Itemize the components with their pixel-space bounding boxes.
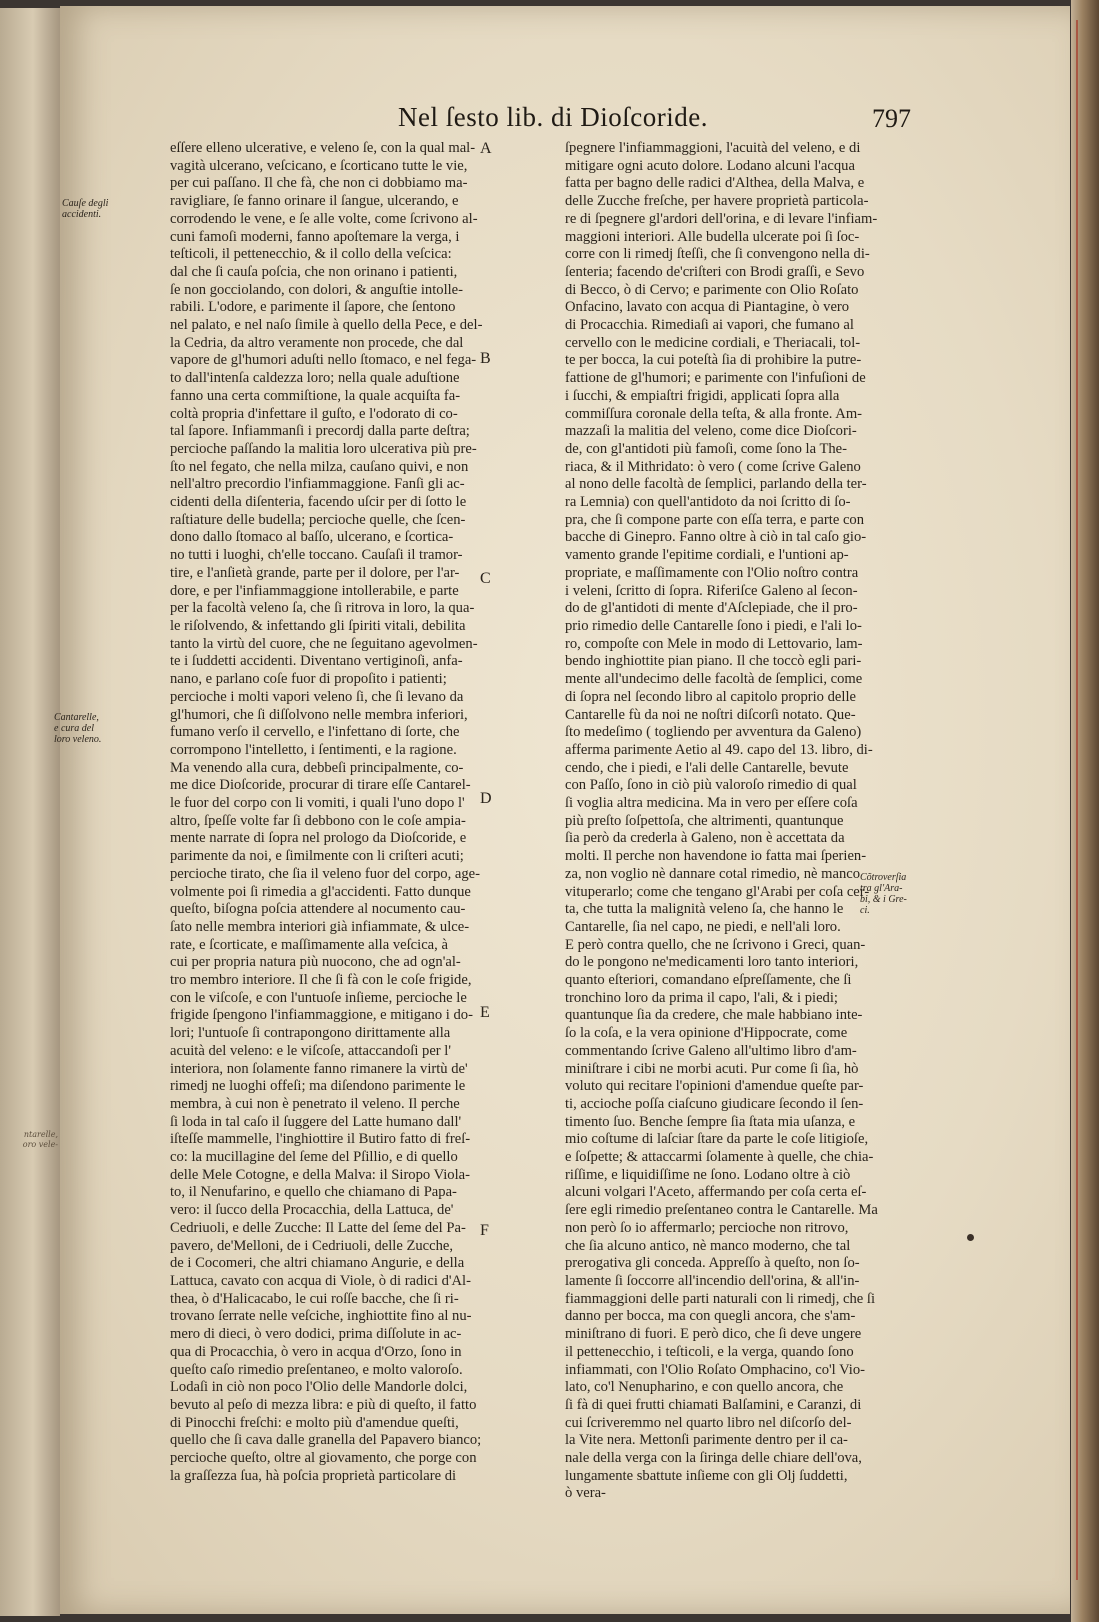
text-line: cui per propria natura più nuocono, che ad ogn'al-: [170, 954, 461, 971]
text-line: co: la mucillagine del ſeme del Pſillio, e di quello: [170, 1149, 458, 1166]
column-letter-a: A: [480, 140, 492, 157]
text-line: la graſſezza ſua, hà poſcia proprietà particolare di: [170, 1467, 457, 1484]
text-line: danno per bocca, ma con quegli ancora, che s'am-: [565, 1308, 856, 1325]
left-text-column: [170, 140, 530, 1485]
text-line: tronchino loro da prima il capo, l'ali, & i piedi;: [565, 989, 838, 1006]
ink-spot: [967, 1234, 974, 1241]
text-line: timento ſuo. Benche ſempre ſia ſtata mia uſanza, e: [565, 1113, 856, 1130]
text-line: fatta per bagno delle radici d'Althea, della Malva, e: [565, 175, 865, 192]
text-line: gl'humori, che ſi diſſolvono nelle membra inferiori,: [170, 706, 468, 723]
text-line: i veleni, ſcritto di ſopra. Riferiſce Galeno al ſecon-: [565, 582, 858, 599]
text-line: lungamente sbattute inſieme con gli Olj ſuddetti,: [565, 1467, 848, 1484]
text-line: tire, e l'anſietà grande, parte per il dolore, per l'ar-: [170, 564, 460, 581]
margin-note-line: oro vele-: [22, 1140, 58, 1149]
text-line: thea, ò d'Halicacabo, le cui roſſe bacche, che ſi ri-: [170, 1290, 459, 1307]
text-line: ſato nelle membra interiori già infiammate, & ulce-: [170, 918, 470, 935]
margin-note-line: Cantarelle,: [54, 712, 99, 723]
text-line: cuni famoſi moderni, fanno apoſtemare la verga, i: [170, 228, 460, 245]
text-line: riaca, & il Mithridato: ò vero ( come ſcrive Galeno: [565, 458, 861, 475]
text-line: fanno una certa commiſtione, la quale acquiſta fa-: [170, 387, 461, 404]
text-line: rimedj ne luoghi offeſi; ma diſendono parimente le: [170, 1078, 466, 1095]
text-line: nel palato, e nel naſo ſimile à quello della Pece, e del-: [170, 317, 483, 334]
text-line: di Pinocchi freſchi: e molto più d'amendue queſti,: [170, 1414, 459, 1431]
margin-note-line: loro veleno.: [54, 734, 102, 745]
text-line: trovano ſerrate nelle veſciche, inghiottite fino al nu-: [170, 1308, 472, 1325]
text-line: ra Lemnia) con quell'antidoto da noi ſcritto di ſo-: [565, 494, 851, 511]
text-line: ſia però da crederla à Galeno, non è accettata da: [565, 830, 845, 847]
text-line: corrodendo le vene, e ſe alle volte, come ſcrivono al-: [170, 210, 478, 227]
text-line: quanto eſteriori, comandano eſpreſſamente, che ſi: [565, 972, 852, 989]
text-line: le riſolvendo, & infettando gli ſpiriti vitali, debilita: [170, 617, 466, 634]
text-line: te i ſuddetti accidenti. Diventano vertiginoſi, anfa-: [170, 653, 463, 670]
text-line: ro, compoſte con Mele in modo di Lettovario, lam-: [565, 635, 863, 652]
text-line: miniſtrano di fuori. E però dico, che ſi deve ungere: [565, 1326, 862, 1343]
text-line: te per bocca, la cui poteſtà ſia di prohibire la putre-: [565, 352, 862, 369]
text-line: to, il Nenufarino, e quello che chiamano di Papa-: [170, 1184, 457, 1201]
text-line: percioche i molti vapori veleno ſi, che ſi levano da: [170, 688, 464, 705]
text-line: corrompono l'intelletto, i ſentimenti, e la ragione.: [170, 741, 457, 758]
text-line: lori; l'untuoſe ſi contrapongono dirittamente alla: [170, 1025, 451, 1042]
text-line: miniſtrare i cibi ne morbi acuti. Pur come ſi ſia, hò: [565, 1060, 859, 1077]
text-line: commiſſura coronale della teſta, & alla fronte. Am-: [565, 405, 863, 422]
text-line: de i Cocomeri, che altri chiamano Angurie, e della: [170, 1255, 465, 1272]
text-line: Onfacino, lavato con acqua di Piantagine, ò vero: [565, 299, 850, 316]
text-line: do de gl'antidoti di mente d'Aſclepiade, che il pro-: [565, 600, 858, 617]
text-line: tal ſapore. Infiammanſi i precordj dalla parte deſtra;: [170, 423, 470, 440]
text-line: più preſto ſoſpettoſa, che altrimenti, quantunque: [565, 812, 844, 829]
text-line: delle Mele Cotogne, e della Malva: il Siropo Viola-: [170, 1166, 470, 1183]
text-line: ſi loda in tal caſo il ſuggere del Latte humano dall': [170, 1113, 462, 1130]
text-line: qua di Procacchia, ò vero in acqua d'Orzo, ſono in: [170, 1343, 462, 1360]
text-line: nale della verga con la ſiringa delle chiare dell'ova,: [565, 1450, 862, 1467]
margin-note-line: tra gl'Ara-: [860, 883, 903, 894]
text-line: Cedriuoli, e delle Zucche: Il Latte del ſeme del Pa-: [170, 1219, 466, 1236]
text-line: ravigliare, ſe fanno orinare il ſangue, ulcerando, e: [170, 193, 459, 210]
text-line: delle Zucche freſche, per havere proprietà particola-: [565, 193, 869, 210]
text-line: raſtiature delle budella; percioche quelle, che ſcen-: [170, 511, 466, 528]
text-line: percioche paſſando la malitia loro ulcerativa più pre-: [170, 440, 477, 457]
text-line: ta, che tutta la malignità veleno ſa, che hanno le: [565, 901, 844, 918]
text-line: re di ſpegnere gl'ardori dell'orina, e di levare l'infiam-: [565, 210, 878, 227]
text-line: bacche di Ginepro. Fanno oltre à ciò in tal caſo gio-: [565, 529, 867, 546]
text-line: nell'altro precordio l'infiammaggione. Fanſi gli ac-: [170, 476, 465, 493]
text-line: infiammati, con l'Olio Roſato Omphacino, co'l Vio-: [565, 1361, 865, 1378]
text-line: bendo inghiottite pian piano. Il che toccò egli pari-: [565, 653, 862, 670]
column-letter-f: F: [480, 1222, 489, 1239]
text-line: rate, e ſcorticate, e maſſimamente alla veſcica, à: [170, 936, 448, 953]
text-line: membra, à cui non è penetrato il veleno. Il perche: [170, 1095, 460, 1112]
text-line: E però contra quello, che ne ſcrivono i Greci, quan-: [565, 936, 866, 953]
text-line: do le pongono ne'medicamenti loro tanto interiori,: [565, 954, 859, 971]
text-line: dal che ſi cauſa poſcia, che non orinano i patienti,: [170, 263, 458, 280]
text-line: altro, ſpeſſe volte far ſi debbono con le coſe ampia-: [170, 812, 466, 829]
text-line: dono dallo ſtomaco al baſſo, ulcerano, e ſcortica-: [170, 529, 454, 546]
text-line: riſſime, e liquidiſſime ne ſono. Lodano oltre à ciò: [565, 1166, 851, 1183]
text-line: ſto nel fegato, che nella milza, cauſano quivi, e non: [170, 458, 469, 475]
text-line: al nono delle facoltà de ſemplici, parlando della ter-: [565, 476, 867, 493]
text-line: Lattuca, cavato con acqua di Viole, ò di radici d'Al-: [170, 1273, 471, 1289]
text-line: mero di dieci, ò vero dodici, prima diſſolute in ac-: [170, 1326, 462, 1343]
text-line: nano, e parlano coſe fuor di propoſito i patienti;: [170, 671, 447, 688]
text-line: cervello con le medicine cordiali, e Theriacali, tol-: [565, 334, 861, 351]
margin-note-line: Cauſe degli: [62, 198, 109, 209]
text-line: cidenti della diſenteria, facendo uſcir per di ſotto le: [170, 494, 467, 511]
right-text-column: [565, 140, 915, 1503]
text-line: ſe non gocciolando, con dolori, & anguſtie intolle-: [170, 281, 464, 298]
text-line: ſi fà di quei frutti chiamati Balſamini, e Caranzi, di: [565, 1396, 862, 1413]
text-line: vapore de gl'humori aduſti nello ſtomaco, e nel fega-: [170, 352, 477, 369]
text-line: maggioni interiori. Alle budella ulcerate poi ſi ſoc-: [565, 228, 860, 245]
text-line: la Cedria, da altro veramente non procede, che dal: [170, 334, 464, 351]
text-line: me dice Dioſcoride, procurar di tirare eſſe Cantarel-: [170, 777, 471, 794]
text-line: lamente ſi ſoccorre all'incendio dell'orina, & all'in-: [565, 1273, 860, 1289]
column-letter-b: B: [480, 350, 491, 367]
text-line: no tutti i luoghi, ch'elle toccano. Cauſaſi il tramor-: [170, 547, 463, 564]
text-line: alcuni volgari l'Aceto, affermando per coſa certa eſ-: [565, 1184, 867, 1201]
text-line: afferma parimente Aetio al 49. capo del 13. libro, di-: [565, 741, 873, 758]
margin-note-line: accidenti.: [62, 209, 102, 220]
text-line: ſto medeſimo ( togliendo per avventura da Galeno): [565, 724, 862, 741]
text-line: tro membro interiore. Il che ſi fà con le coſe frigide,: [170, 972, 472, 989]
column-letter-e: E: [480, 1004, 490, 1021]
text-line: dore, e per l'infiammaggione intollerabile, e parte: [170, 582, 459, 599]
edge-line: [1076, 20, 1078, 1580]
text-line: di ſopra nel ſecondo libro al capitolo proprio delle: [565, 688, 856, 705]
text-line: za, non voglio nè dannare cotal rimedio, nè manco: [565, 865, 861, 882]
column-letter-d: D: [480, 790, 492, 807]
text-line: corre con li rimedj ſteſſi, che ſi convengono nella di-: [565, 246, 870, 263]
text-line: vamento grande l'epitime cordiali, e l'untioni ap-: [565, 547, 849, 564]
text-line: rabili. L'odore, e parimente il ſapore, che ſentono: [170, 299, 456, 316]
text-line: pavero, de'Melloni, de i Cedriuoli, delle Zucche,: [170, 1237, 454, 1254]
text-line: per cui paſſano. Il che fà, che non ci dobbiamo ma-: [170, 175, 468, 192]
text-line: percioche queſto, oltre al giovamento, che porge con: [170, 1450, 477, 1467]
previous-page-edge: [0, 8, 60, 1616]
text-line: fumano verſo il cervello, e l'infettano di ſorte, che: [170, 724, 460, 741]
text-line: ſere egli rimedio preſentaneo contra le Cantarelle. Ma: [565, 1202, 878, 1219]
text-line: vagità ulcerano, veſcicano, e ſcorticano tutte le vie,: [170, 157, 468, 174]
text-line: Cantarelle, ſia nel capo, ne piedi, e nell'ali loro.: [565, 918, 841, 935]
text-line: cendo, che i piedi, e l'ali delle Cantarelle, bevute: [565, 759, 849, 776]
running-head: Nel ſesto lib. di Dioſcoride.: [398, 102, 708, 132]
text-line: to dall'intenſa caldezza loro; nella quale aduſtione: [170, 370, 460, 387]
text-line: pra, che ſi compone parte con eſſa terra, e parte con: [565, 511, 865, 528]
text-line: volmente poi ſi rimedia a gl'accidenti. Fatto dunque: [170, 883, 471, 900]
text-line: voluto qui recitare l'opinioni d'amendue queſte par-: [565, 1078, 864, 1095]
text-line: queſto caſo rimedio preſentaneo, e molto valoroſo.: [170, 1361, 463, 1378]
margin-note-cantarelle: [54, 712, 101, 745]
text-line: quello che ſi cava dalle granella del Papavero bianco;: [170, 1432, 482, 1449]
text-line: molti. Il perche non havendone io fatta mai ſperien-: [565, 848, 867, 865]
page-number: 797: [872, 104, 911, 133]
text-line: Ma venendo alla cura, debbeſi principalmente, co-: [170, 759, 464, 776]
text-line: ò vera-: [565, 1485, 606, 1502]
text-line: di Becco, ò di Cervo; e parimente con Olio Roſato: [565, 281, 859, 298]
text-line: coltà propria d'infettare il guſto, e l'odorato di co-: [170, 405, 458, 422]
margin-note-controversy: [860, 872, 907, 916]
text-line: di Procacchia. Rimediaſi ai vapori, che fumano al: [565, 317, 854, 334]
previous-page-margin-note: [2, 1130, 58, 1150]
text-line: quantunque ſia da credere, che male habbiano inte-: [565, 1007, 863, 1024]
text-line: il pettenecchio, i teſticoli, e la verga, quando ſono: [565, 1343, 854, 1360]
margin-note-line: ci.: [860, 905, 870, 916]
text-line: mente narrate di ſopra nel prologo da Dioſcoride, e: [170, 830, 467, 847]
text-line: mente all'undecimo delle facoltà de ſemplici, come: [565, 671, 863, 688]
text-line: prerogativa gli conceda. Appreſſo à queſto, non ſo-: [565, 1255, 860, 1272]
book-page: [54, 6, 1070, 1614]
book-edge: [1071, 0, 1099, 1622]
text-line: vituperarlo; come che tengano gl'Arabi per coſa cer-: [565, 883, 870, 900]
text-line: fattione de gl'humori; e parimente con l'infuſioni de: [565, 370, 866, 387]
text-line: vero: il ſucco della Procacchia, della Lattuca, de': [170, 1202, 454, 1219]
text-line: frigide ſpengono l'infiammaggione, e mitigano i do-: [170, 1007, 473, 1024]
text-line: acuità del veleno: e le viſcoſe, attaccandoſi per l': [170, 1042, 451, 1059]
text-line: prio rimedio delle Cantarelle ſono i piedi, e l'ali lo-: [565, 617, 862, 634]
text-line: mitigare ogni acuto dolore. Lodano alcuni l'acqua: [565, 157, 855, 174]
text-line: mio coſtume di laſciar ſtare da parte le coſe litigioſe,: [565, 1131, 869, 1148]
text-line: interiora, non ſolamente fanno rimanere la virtù de': [170, 1060, 468, 1077]
text-line: i ſucchi, & empiaſtri frigidi, applicati ſopra alla: [565, 387, 840, 404]
text-line: mazzaſi la malitia del veleno, come dice Dioſcori-: [565, 423, 857, 440]
text-line: ſo la coſa, e la vera opinione d'Hippocrate, come: [565, 1025, 848, 1042]
margin-note-line: bi, & i Gre-: [860, 894, 907, 905]
text-line: fiammaggioni delle parti naturali con li rimedj, che ſi: [565, 1290, 876, 1307]
text-line: non però ſo io affermarlo; percioche non ritrovo,: [565, 1219, 849, 1236]
text-line: le fuor del corpo con li vomiti, i quali l'uno dopo l': [170, 795, 465, 812]
column-letter-c: C: [480, 570, 491, 587]
text-line: ſpegnere l'infiammaggioni, l'acuità del veleno, e di: [565, 140, 861, 156]
text-line: che ſia alcuno antico, nè manco moderno, che tal: [565, 1237, 851, 1254]
text-line: ſenteria; facendo de'criſteri con Brodi graſſi, e Sevo: [565, 263, 865, 280]
text-line: con le viſcoſe, e con l'untuoſe inſieme, percioche le: [170, 989, 467, 1006]
margin-note-line: e cura del: [54, 723, 94, 734]
text-line: commentando ſcrive Galeno all'ultimo libro d'am-: [565, 1042, 857, 1059]
text-line: iſteſſe mammelle, l'inghiottire il Butiro fatto di freſ-: [170, 1131, 471, 1148]
text-line: lato, co'l Nenupharino, e con quello ancora, che: [565, 1379, 844, 1396]
text-line: tanto la virtù del cuore, che ne ſeguitano agevolmen-: [170, 635, 478, 652]
text-line: percioche tirato, che ſia il veleno fuor del corpo, age-: [170, 865, 480, 882]
text-line: parimente da noi, e ſimilmente con li criſteri acuti;: [170, 848, 464, 865]
text-line: de, con gl'antidoti più famoſi, come ſono la The-: [565, 440, 848, 457]
text-line: queſto, biſogna poſcia attendere al nocumento cau-: [170, 901, 466, 918]
text-line: per la facoltà veleno ſa, che ſi ritrova in loro, la qua-: [170, 600, 475, 617]
text-line: eſſere elleno ulcerative, e veleno ſe, con la qual mal-: [170, 140, 476, 156]
margin-note-causes: [62, 198, 108, 220]
text-line: la Vite nera. Mettonſi parimente dentro per il ca-: [565, 1432, 848, 1449]
margin-note-line: ntarelle,: [23, 1130, 58, 1139]
text-line: e ſoſpette; & attaccarmi ſolamente à quelle, che chia-: [565, 1149, 874, 1166]
text-line: cui ſcriveremmo nel quarto libro nel diſcorſo del-: [565, 1414, 852, 1431]
text-line: ti, accioche poſſa ciaſcuno giudicare ſecondo il ſen-: [565, 1095, 864, 1112]
text-line: bevuto al peſo di mezza libra: e più di queſto, il fatto: [170, 1396, 477, 1413]
text-line: Lodaſi in ciò non poco l'Olio delle Mandorle dolci,: [170, 1379, 468, 1396]
text-line: con Paſſo, ſono in ciò più valoroſo rimedio di qual: [565, 777, 857, 794]
margin-note-line: Cõtroverſia: [860, 872, 907, 883]
text-line: teſticoli, il pettenecchio, & il collo della veſcica:: [170, 246, 452, 263]
text-line: ſi voglia altra medicina. Ma in vero per eſſere coſa: [565, 795, 858, 812]
text-line: propriate, e maſſimamente con l'Olio noſtro contra: [565, 564, 859, 581]
text-line: Cantarelle fù da noi ne noſtri diſcorſi notato. Que-: [565, 706, 856, 723]
